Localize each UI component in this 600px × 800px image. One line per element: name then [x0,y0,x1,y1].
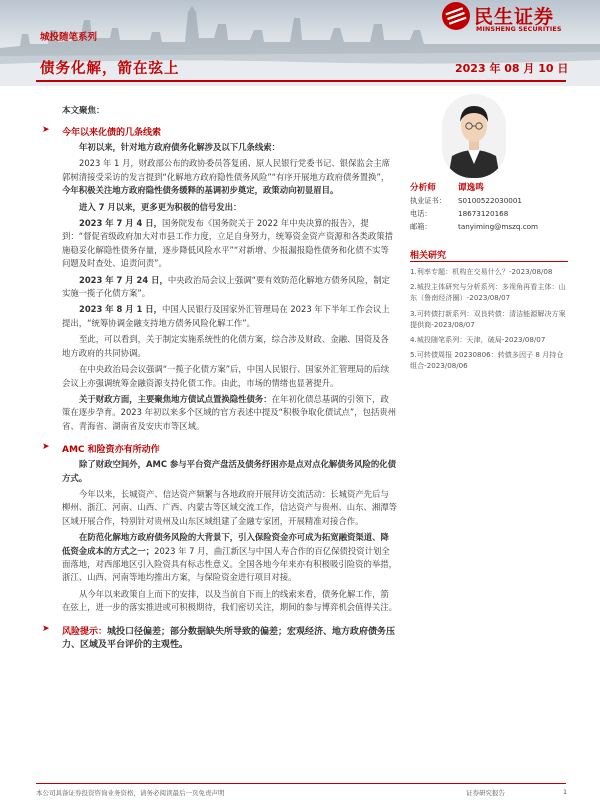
info-value-email: tanyiming@mszq.com [458,222,539,231]
paragraph-text: 在中央政治局会议强调“一揽子化债方案”后，中国人民银行、国家外汇管理局的后续会议上亦强调统筹金融资源支持化债工作。由此，市场的情绪也显著提升。 [62,364,390,388]
paragraph-bold: 关于财政方面，主要聚焦地方债试点置换隐性债务： [79,393,272,404]
risk-warning [40,624,397,650]
related-research-title: 相关研究 [410,251,447,261]
related-research-list [410,266,570,376]
footer-report-type: 证券研究报告 [466,789,505,797]
paragraph-bold: 除了财政空间外，AMC 参与平台资产盘活及债务纾困亦是点对点化解债务风险的化债方式。 [62,459,397,483]
paragraph [62,488,397,528]
paragraph [62,157,397,197]
paragraph [62,141,397,154]
paragraph [62,274,397,301]
analyst-portrait-icon [442,94,506,178]
header-divider [36,80,566,82]
arrow-icon: ➤ [42,442,50,453]
analyst-label: 分析师 [410,183,436,193]
paragraph-text: 今年以来，长城资产、信达资产频繁与各地政府开展拜访交流活动：长城资产先后与柳州、浙江、河南、山西、广西、内蒙古等区域交流工作，信达资产与贵州、山东、湘潭等区域开展合作，特别针对贵州及山东区域组建了金融专家团，开展精准对接合作。 [62,488,397,526]
paragraph [62,363,397,390]
paragraph-bold: 2023 年 8 月 1 日， [79,304,163,315]
paragraph-bold: 今年积极关注地方政府隐性债务缓释的基调初步奠定，政策动向初显眉目。 [62,185,339,196]
paragraph-text: 2023 年 1 月，财政部公布的政协委员答复函、原人民银行党委书记、银保监会主席郭树清接受采访的发言提到“化解地方政府隐性债务风险”“有序开展地方政府债务置换”， [62,158,391,182]
footer-divider [36,783,566,784]
report-series: 城投随笔系列 [40,32,98,43]
paragraph [62,201,397,214]
section-title-1: 今年以来化债的几条线索 [62,128,162,138]
info-value-phone: 18673120168 [458,209,509,218]
paragraph-text: 2023 年 7 月，曲江新区与中国人寿合作的百亿保债投资计划全面落地，对西部地区引入险资具有标志性意义。全国各地今年来亦有积极吸引险资的举措，浙江、山西、河南等地均推出方案，与保险资金进行项目对接。 [62,545,397,583]
related-divider [410,261,568,262]
paragraph-text: 中国人民银行及国家外汇管理局在 2023 年下半年工作会议上提出，“统筹协调金融支持地方债务风险化解工作”。 [62,304,390,328]
paragraph-bold: 2023 年 7 月 24 日， [79,274,168,285]
paragraph-text: 从今年以来政策自上而下的安排，以及当前自下而上的线索来看，债务化解工作，箭在弦上，进一步的落实推进或可积极期待，我们密切关注，期间的参与博弈机会值得关注。 [62,588,397,613]
paragraph [62,303,397,330]
focus-label: 本文聚焦： [62,106,105,116]
section-heading-2 [40,442,397,455]
info-label-email: 邮箱： [410,222,432,231]
paragraph-text: 中央政治局会议上强调“要有效防范化解地方债务风险，制定实施一揽子化债方案”。 [62,274,390,299]
paragraph-text: 在年初化债总基调的引领下，政策在逐步孕育。2023 年初以来多个区域的官方表述中提及“积极争取化债试点”，包括贵州省、青海省、湖南省及安庆市等区域。 [62,393,397,431]
risk-label: 风险提示： [62,626,108,637]
paragraph [62,217,397,271]
related-item[interactable]: 5.可转债周报 20230806：转债多因子 8 月持仓组合-2023/08/06 [410,350,564,371]
arrow-icon: ➤ [42,623,50,634]
related-item[interactable]: 1.利率专题：机构在交易什么？-2023/08/08 [410,267,553,276]
paragraph-bold: 在防范化解地方政府债务风险的大背景下，引入保险资金亦可成为拓宽融资渠道、降低资金成本的方式之一； [62,532,389,556]
paragraph-bold: 2023 年 7 月 4 日， [79,218,163,229]
report-title: 债务化解，箭在弦上 [40,61,180,77]
section-heading-1 [40,125,397,138]
paragraph-bold: 进入 7 月以来，更多更为积极的信号发出： [79,201,242,212]
related-item[interactable]: 4.城投随笔系列：天津，破局-2023/08/07 [410,335,546,345]
main-column [40,104,397,650]
report-date: 2023 年 08 月 10 日 [455,62,569,75]
paragraph [62,531,397,585]
info-label-cert: 执业证书： [410,196,446,205]
analyst-name: 谭逸鸣 [458,183,484,193]
arrow-icon: ➤ [42,125,50,135]
paragraph-text: 国务院发布《国务院关于 2022 年中央决算的报告》，提到：“督促省级政府加大对市县工作力度，立足自身努力，统筹资金资产资源和各类政策措施稳妥化解隐性债务存量，逐步降低风险水平”“对新增、少报漏报隐性债务和化债不实等问题及时查处、追责问责”。 [62,218,393,269]
logo-text-cn: 民生证券 [474,6,555,28]
info-value-cert: S0100522030001 [458,196,523,205]
logo-text-en: MINSHENG SECURITIES [476,26,562,33]
header-banner [0,0,600,86]
page-number: 1 [563,788,568,796]
footer-disclaimer: 本公司具备证券投资咨询业务资格，请务必阅读最后一页免责声明 [36,789,225,797]
paragraph [62,333,397,360]
related-item[interactable]: 3.可转债打新系列：双良转债：清洁能源解决方案提供商-2023/08/07 [410,308,566,329]
paragraph-text: 至此，可以看到，关于制定实施系统性的化债方案，综合涉及财政、金融、国资及各地方政府的共同协调。 [62,334,389,358]
analyst-photo [442,94,506,178]
related-item[interactable]: 2.城投主体研究与分析系列：多视角再看主体：山东（鲁南经济圈）-2023/08/07 [410,282,566,303]
paragraph [62,588,397,615]
risk-text: 城投口径偏差；部分数据缺失所导致的偏差；宏观经济、地方政府债务压力、区域及平台评价的主观性。 [62,626,396,650]
paragraph [62,458,397,485]
info-label-phone: 电话： [410,209,432,218]
paragraph [62,393,397,433]
paragraph-bold: 年初以来，针对地方政府债务化解涉及以下几条线索： [79,142,280,152]
section-title-2: AMC 和险资亦有所动作 [62,445,160,456]
